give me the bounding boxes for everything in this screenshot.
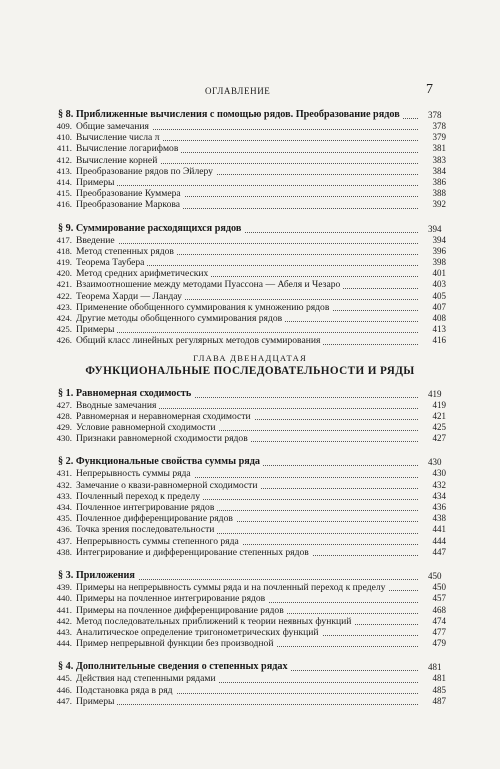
entry-number: 411. [56, 143, 72, 154]
entry-title: Примеры на почленное дифференцирование рядов [76, 605, 287, 616]
page-ref: 485 [432, 684, 446, 695]
page-ref: 381 [432, 143, 446, 154]
page-ref: 419 [432, 399, 446, 410]
page-ref: 386 [432, 177, 446, 188]
page-ref: 405 [432, 290, 446, 301]
page-ref: 419 [444, 388, 446, 400]
entry-title: Примеры на непрерывность суммы ряда и на почленный переход к пределу [76, 582, 388, 593]
toc-entry[interactable] [56, 593, 446, 605]
toc-entry[interactable] [56, 324, 446, 336]
toc-line [76, 638, 446, 650]
dot-leader [76, 185, 418, 186]
page-ref: 436 [432, 502, 446, 513]
entry-number: 444. [56, 638, 72, 649]
entry-title: Введение [76, 235, 118, 246]
toc-line [76, 143, 446, 155]
entry-number: 413. [56, 165, 72, 176]
toc-line [58, 109, 442, 121]
entry-number: 433. [56, 490, 72, 501]
entry-title: Примеры [76, 696, 117, 707]
entry-number: 409. [56, 121, 72, 131]
page-ref: 384 [432, 165, 446, 176]
page-ref: 403 [432, 279, 446, 290]
entry-number: 436. [56, 524, 72, 535]
table-of-contents [56, 109, 446, 707]
entry-title: Непрерывность суммы ряда [76, 468, 194, 479]
page-ref: 413 [432, 324, 446, 335]
toc-line [76, 177, 446, 189]
toc-line [76, 324, 446, 336]
entry-title: Вводные замечания [76, 400, 159, 411]
toc-line [76, 422, 446, 434]
toc-line [58, 387, 442, 400]
toc-line [76, 468, 446, 480]
toc-section[interactable] [58, 456, 442, 468]
entry-number: 435. [56, 513, 72, 524]
entry-title: Метод средних арифметических [76, 268, 211, 279]
toc-entry[interactable] [56, 582, 446, 594]
section-title: § 4. Дополнительные сведения о степенных рядах [58, 661, 291, 672]
toc-line [76, 165, 446, 177]
dot-leader [76, 332, 418, 333]
entry-title: Интегрирование и дифференцирование степенных рядов [76, 547, 312, 558]
entry-number: 419. [56, 257, 72, 268]
entry-number: 430. [56, 433, 72, 444]
entry-number: 420. [56, 268, 72, 279]
entry-title: Применение обобщенного суммирования к умножению рядов [76, 302, 332, 313]
toc-line [76, 535, 446, 547]
page-ref: 394 [444, 223, 446, 235]
toc-entry[interactable] [56, 422, 446, 434]
entry-number: 414. [56, 177, 72, 188]
toc-line [76, 313, 446, 325]
entry-number: 424. [56, 313, 72, 324]
entry-number: 428. [56, 410, 72, 421]
page-ref: 450 [444, 570, 446, 582]
toc-entry[interactable] [56, 177, 446, 189]
chapter-label: ГЛАВА ДВЕНАДЦАТАЯ [193, 352, 307, 363]
page-ref: 398 [432, 257, 446, 268]
entry-number: 425. [56, 324, 72, 335]
toc-line [76, 132, 446, 144]
toc-line [76, 582, 446, 594]
toc-entry[interactable] [56, 410, 446, 422]
entry-number: 445. [56, 673, 72, 684]
toc-entry[interactable] [56, 513, 446, 525]
page-ref: 407 [432, 301, 446, 312]
toc-entry[interactable] [56, 301, 446, 313]
page-ref: 450 [432, 582, 446, 593]
toc-line [76, 245, 446, 257]
toc-line [76, 279, 446, 291]
entry-number: 418. [56, 245, 72, 256]
section-title: § 2. Функциональные свойства суммы ряда [58, 456, 263, 467]
entry-title: Взаимоотношение между методами Пуассона — Абеля и Чезаро [76, 279, 343, 290]
page-ref: 430 [444, 456, 446, 468]
toc-section[interactable] [58, 223, 442, 235]
entry-number: 431. [56, 468, 72, 479]
entry-title: Замечание о квази-равномерной сходимости [76, 480, 261, 491]
entry-title: Вычисление корней [76, 155, 160, 166]
entry-title: Равномерная и неравномерная сходимости [76, 411, 254, 422]
entry-number: 432. [56, 479, 72, 490]
toc-entry[interactable] [56, 468, 446, 480]
toc-line [76, 615, 446, 627]
toc-entry[interactable] [56, 279, 446, 291]
toc-section[interactable] [58, 388, 442, 400]
entry-number: 416. [56, 199, 72, 210]
toc-line [76, 479, 446, 491]
entry-title: Метод степенных рядов [76, 246, 177, 257]
page-ref: 388 [432, 188, 446, 199]
entry-number: 423. [56, 301, 72, 312]
toc-entry[interactable] [56, 268, 446, 280]
toc-line [76, 604, 446, 616]
entry-title: Условие равномерной сходимости [76, 422, 219, 433]
toc-entry[interactable] [56, 199, 446, 211]
toc-line [58, 570, 442, 582]
page-ref: 457 [432, 593, 446, 604]
toc-line [76, 695, 446, 707]
toc-line [76, 257, 446, 269]
toc-line [76, 490, 446, 502]
toc-section[interactable] [58, 109, 442, 121]
chapter-title: ФУНКЦИОНАЛЬНЫЕ ПОСЛЕДОВАТЕЛЬНОСТИ И РЯДЫ [85, 364, 415, 377]
entry-number: 441. [56, 604, 72, 615]
entry-title: Примеры [76, 177, 117, 188]
toc-line [76, 188, 446, 200]
page-ref: 434 [432, 490, 446, 501]
toc-entry[interactable] [56, 546, 446, 558]
page-ref: 477 [432, 626, 446, 637]
page-ref: 441 [432, 524, 446, 535]
entry-title: Теорема Таубера [76, 257, 147, 268]
page-ref: 468 [432, 604, 446, 615]
entry-number: 422. [56, 290, 72, 301]
toc-line [58, 456, 442, 468]
entry-title: Действия над степенными рядами [76, 673, 219, 684]
toc-entry[interactable] [56, 433, 446, 445]
entry-number: 421. [56, 279, 72, 290]
toc-line [76, 593, 446, 605]
page-ref: 378 [432, 121, 446, 131]
toc-entry[interactable] [56, 490, 446, 502]
toc-line [76, 268, 446, 280]
toc-line [76, 524, 446, 536]
toc-line [76, 546, 446, 558]
toc-line [58, 661, 442, 673]
toc-line [76, 410, 446, 422]
page-ref: 416 [432, 335, 446, 346]
toc-section[interactable] [58, 661, 442, 673]
toc-entry[interactable] [56, 165, 446, 177]
page-ref: 430 [432, 468, 446, 479]
entry-title: Преобразование Маркова [76, 199, 183, 210]
entry-title: Подстановка ряда в ряд [76, 685, 176, 696]
toc-line [76, 399, 446, 411]
entry-number: 427. [56, 399, 72, 410]
toc-entry[interactable] [56, 615, 446, 627]
toc-line [76, 290, 446, 302]
page-ref: 432 [432, 479, 446, 490]
entry-title: Общие замечания [76, 121, 152, 132]
dot-leader [76, 243, 418, 244]
toc-section[interactable] [58, 570, 442, 582]
entry-title: Примеры на почленное интегрирование рядов [76, 593, 268, 604]
toc-line [76, 234, 446, 246]
entry-title: Преобразование рядов по Эйлеру [76, 166, 216, 177]
page-ref: 396 [432, 245, 446, 256]
page-number: 7 [426, 82, 433, 97]
toc-line [76, 154, 446, 166]
page-ref: 408 [432, 313, 446, 324]
entry-title: Теорема Харди — Ландау [76, 291, 185, 302]
page-ref: 379 [432, 132, 446, 143]
page-ref: 438 [432, 513, 446, 524]
toc-entry[interactable] [56, 188, 446, 200]
page-ref: 392 [432, 199, 446, 210]
entry-title: Другие методы обобщенного суммирования рядов [76, 313, 285, 324]
entry-number: 417. [56, 234, 72, 245]
entry-title: Общий класс линейных регулярных методов суммирования [76, 335, 323, 346]
header-title: ОГЛАВЛЕНИЕ [205, 86, 271, 96]
entry-title: Метод последовательных приближений к теории неявных функций [76, 616, 354, 627]
entry-number: 439. [56, 582, 72, 593]
toc-entry[interactable] [56, 335, 446, 347]
toc-entry[interactable] [56, 290, 446, 302]
entry-title: Почленный переход к пределу [76, 491, 203, 502]
entry-title: Вычисление числа π [76, 132, 163, 143]
entry-number: 440. [56, 593, 72, 604]
toc-entry[interactable] [56, 245, 446, 257]
toc-entry[interactable] [56, 479, 446, 491]
entry-number: 442. [56, 615, 72, 626]
entry-number: 412. [56, 154, 72, 165]
toc-line [76, 513, 446, 525]
page-ref: 425 [432, 422, 446, 433]
entry-number: 415. [56, 188, 72, 199]
toc-line [76, 433, 446, 445]
toc-line [76, 301, 446, 313]
toc-entry[interactable] [56, 257, 446, 269]
section-title: § 3. Приложения [58, 570, 138, 581]
entry-number: 438. [56, 546, 72, 557]
toc-entry[interactable] [56, 234, 446, 246]
toc-entry[interactable] [56, 535, 446, 547]
toc-line [76, 121, 446, 132]
entry-number: 426. [56, 335, 72, 346]
toc-entry[interactable] [56, 524, 446, 536]
entry-number: 446. [56, 684, 72, 695]
toc-line [76, 502, 446, 514]
page-ref: 378 [444, 109, 446, 121]
page-ref: 394 [432, 234, 446, 245]
section-title: § 1. Равномерная сходимость [58, 388, 194, 399]
entry-title: Аналитическое определение тригонометрических функций [76, 627, 322, 638]
toc-entry[interactable] [56, 132, 446, 144]
entry-title: Признаки равномерной сходимости рядов [76, 433, 251, 444]
toc-line [76, 335, 446, 347]
entry-number: 437. [56, 535, 72, 546]
page-ref: 444 [432, 535, 446, 546]
page-ref: 487 [432, 695, 446, 706]
toc-line [76, 199, 446, 211]
toc-entry[interactable] [56, 673, 446, 685]
page-ref: 474 [432, 615, 446, 626]
entry-title: Почленное интегрирование рядов [76, 502, 217, 513]
entry-title: Точка зрения последовательности [76, 524, 217, 535]
page-ref: 447 [432, 546, 446, 557]
entry-number: 443. [56, 626, 72, 637]
toc-entry[interactable] [56, 143, 446, 155]
page-ref: 427 [432, 433, 446, 444]
toc-entry[interactable] [56, 313, 446, 325]
toc-entry[interactable] [56, 684, 446, 696]
page-ref: 383 [432, 154, 446, 165]
page-ref: 479 [432, 638, 446, 649]
entry-title: Непрерывность суммы степенного ряда [76, 536, 242, 547]
toc-line [76, 684, 446, 696]
entry-title: Почленное дифференцирование рядов [76, 513, 236, 524]
entry-number: 410. [56, 132, 72, 143]
entry-number: 447. [56, 695, 72, 706]
page-ref: 481 [432, 673, 446, 684]
page-ref: 481 [444, 661, 446, 673]
dot-leader [76, 704, 418, 705]
toc-line [76, 673, 446, 685]
toc-entry[interactable] [56, 638, 446, 650]
section-title: § 9. Суммирование расходящихся рядов [58, 223, 244, 234]
page-ref: 421 [432, 410, 446, 421]
entry-title: Пример непрерывной функции без производной [76, 638, 276, 649]
page-ref: 401 [432, 268, 446, 279]
entry-title: Примеры [76, 324, 117, 335]
toc-line [58, 222, 442, 235]
toc-entry[interactable] [56, 626, 446, 638]
entry-title: Вычисление логарифмов [76, 143, 181, 154]
entry-title: Преобразование Куммера [76, 188, 184, 199]
toc-entry[interactable] [56, 695, 446, 707]
toc-entry[interactable] [56, 502, 446, 514]
section-title: § 8. Приближенные вычисления с помощью рядов. Преобразование рядов [58, 109, 403, 120]
entry-number: 429. [56, 422, 72, 433]
toc-entry[interactable] [56, 399, 446, 411]
toc-entry[interactable] [56, 154, 446, 166]
toc-line [76, 626, 446, 638]
toc-entry[interactable] [56, 604, 446, 616]
entry-number: 434. [56, 502, 72, 513]
toc-entry[interactable] [56, 121, 446, 132]
